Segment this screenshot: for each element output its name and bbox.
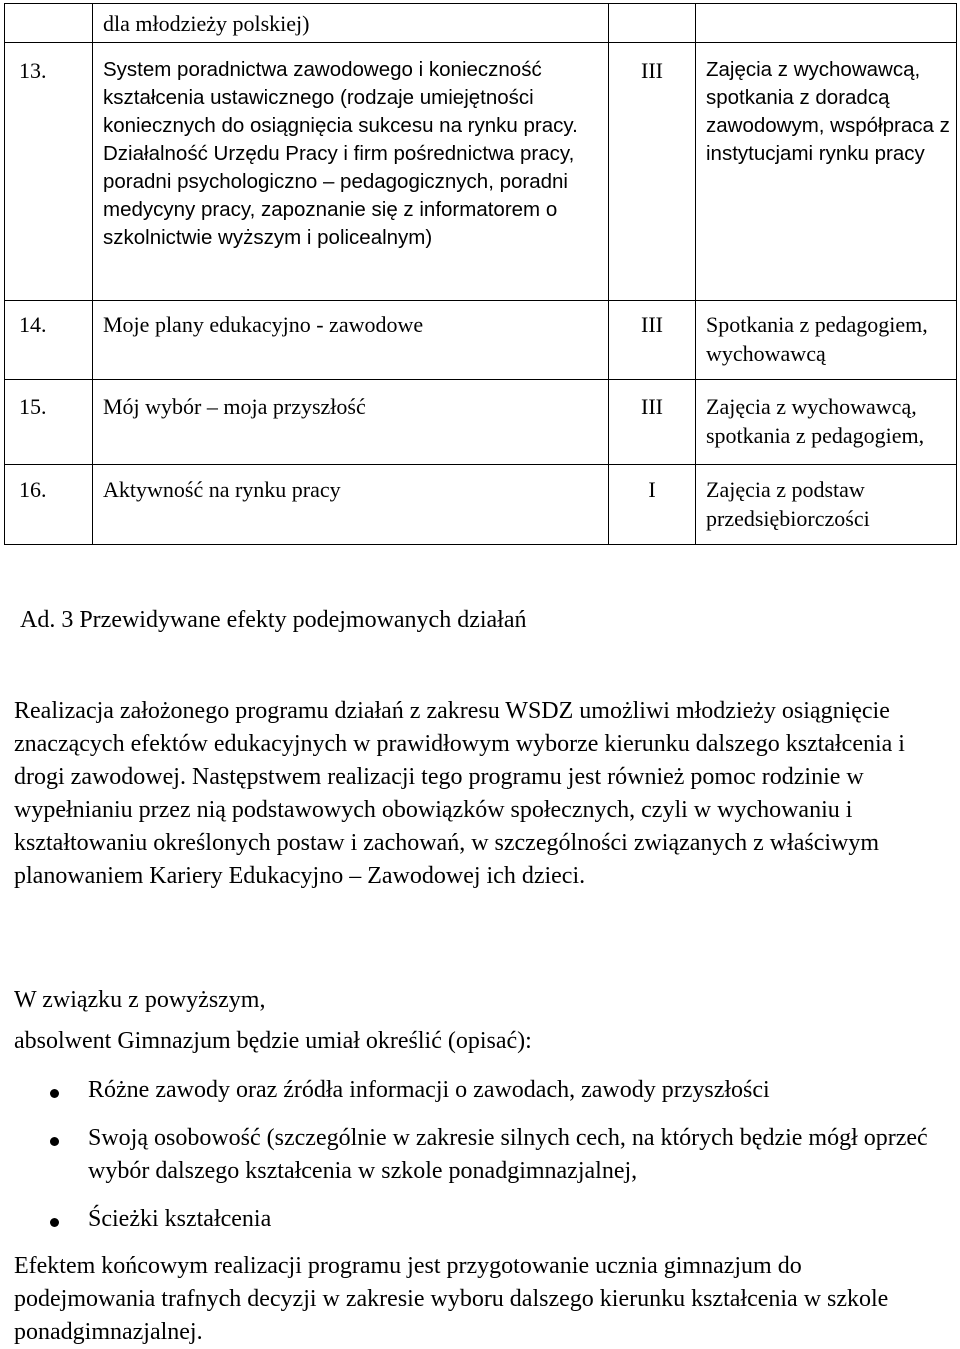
- list-item: [0, 1122, 940, 1188]
- topic-cell: dla młodzieży polskiej): [93, 4, 609, 43]
- section-heading: Ad. 3 Przewidywane efekty podejmowanych działań: [20, 607, 527, 633]
- intro-line: W związku z powyższym,: [14, 987, 266, 1013]
- form-cell: Zajęcia z wychowawcą, spotkania z doradcą zawodowym, współpraca z instytucjami rynku pracy: [696, 43, 957, 301]
- bullet-icon: [50, 1218, 59, 1227]
- row-number-cell: 16.: [5, 465, 93, 545]
- topic-cell: System poradnictwa zawodowego i konieczność kształcenia ustawicznego (rodzaje umiejętności koniecznych do osiągnięcia sukcesu na rynku pracy. Działalność Urzędu Pracy i firm pośrednictwa pracy, poradni psychologiczno – pedagogicznych, poradni medycyny pracy, zapoznanie się z informatorem o szkolnictwie wyższym i policealnym): [93, 43, 609, 301]
- table-row: [5, 43, 957, 301]
- form-cell: Zajęcia z wychowawcą, spotkania z pedagogiem,: [696, 380, 957, 465]
- class-cell: III: [609, 380, 696, 465]
- list-item-text: Ścieżki kształcenia: [88, 1206, 272, 1232]
- effects-paragraph: Realizacja założonego programu działań z zakresu WSDZ umożliwi młodzieży osiągnięcie znaczących efektów edukacyjnych w prawidłowym wyborze kierunku dalszego kształcenia i drogi zawodowej. Następstwem realizacji tego programu jest również pomoc rodzinie w wypełnianiu przez nią podstawowych obowiązków społecznych, czyli w wychowaniu i kształtowaniu określonych postaw i zachowań, w szczególności związanych z właściwym planowaniem Kariery Edukacyjno – Zawodowej ich dzieci.: [14, 698, 905, 889]
- class-cell: [609, 4, 696, 43]
- topic-cell: Mój wybór – moja przyszłość: [93, 380, 609, 465]
- list-item: [0, 1203, 940, 1236]
- topic-cell: Aktywność na rynku pracy: [93, 465, 609, 545]
- bullet-icon: [50, 1137, 59, 1146]
- table-row: [5, 465, 957, 545]
- topic-cell: Moje plany edukacyjno - zawodowe: [93, 301, 609, 380]
- graduate-line: absolwent Gimnazjum będzie umiał określić (opisać):: [14, 1028, 532, 1054]
- table-row: [5, 380, 957, 465]
- topics-table: [4, 3, 957, 545]
- row-number-cell: [5, 4, 93, 43]
- class-cell: III: [609, 301, 696, 380]
- bullet-icon: [50, 1089, 59, 1098]
- class-cell: III: [609, 43, 696, 301]
- row-number-cell: 14.: [5, 301, 93, 380]
- table-row: [5, 4, 957, 43]
- outcomes-list: [0, 1074, 940, 1236]
- form-cell: [696, 4, 957, 43]
- class-cell: I: [609, 465, 696, 545]
- row-number-cell: 13.: [5, 43, 93, 301]
- row-number-cell: 15.: [5, 380, 93, 465]
- form-cell: Zajęcia z podstaw przedsiębiorczości: [696, 465, 957, 545]
- list-item: [0, 1074, 940, 1107]
- conclusion-paragraph: Efektem końcowym realizacji programu jest przygotowanie ucznia gimnazjum do podejmowania trafnych decyzji w zakresie wyboru dalszego kierunku kształcenia w szkole ponadgimnazjalnej.: [14, 1253, 889, 1345]
- list-item-text: Różne zawody oraz źródła informacji o zawodach, zawody przyszłości: [88, 1077, 770, 1103]
- list-item-text: Swoją osobowość (szczególnie w zakresie silnych cech, na których będzie mógł oprzeć wybór dalszego kształcenia w szkole ponadgimnazjalnej,: [88, 1125, 928, 1184]
- form-cell: Spotkania z pedagogiem, wychowawcą: [696, 301, 957, 380]
- table-row: [5, 301, 957, 380]
